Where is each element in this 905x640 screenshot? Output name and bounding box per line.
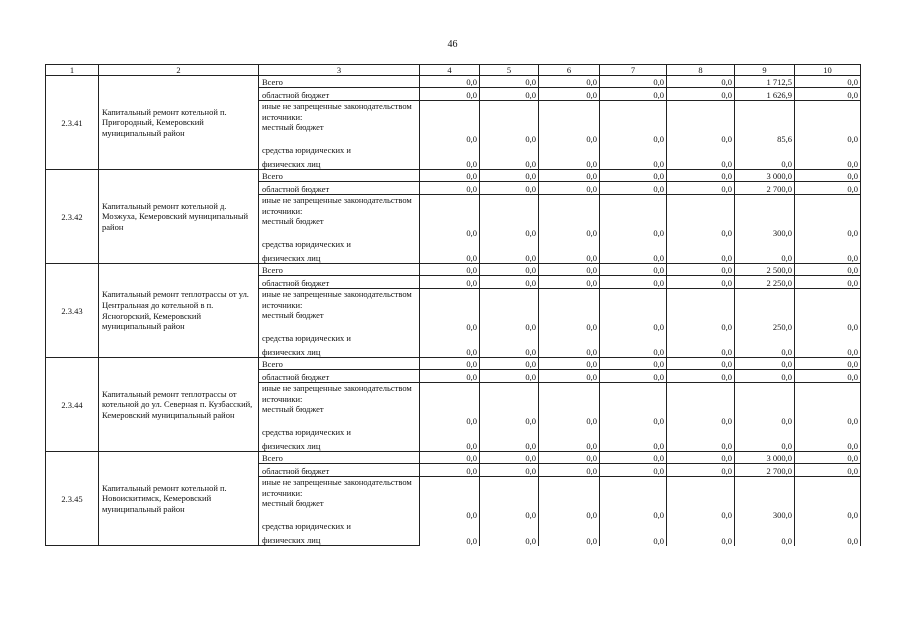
value-cell: 0,0	[480, 452, 539, 464]
value-cell: 0,0	[539, 264, 600, 276]
value-cell: 0,0	[667, 170, 735, 182]
empty-cell	[795, 101, 861, 122]
value-cell: 0,0	[667, 182, 735, 195]
value-cell: 2 500,0	[735, 264, 795, 276]
value-cell: 0,0	[600, 170, 667, 182]
value-cell: 0,0	[539, 520, 600, 546]
total-label: Всего	[259, 76, 420, 88]
column-header: 7	[600, 65, 667, 76]
value-cell: 0,0	[795, 170, 861, 182]
total-label: Всего	[259, 170, 420, 182]
value-cell: 0,0	[539, 370, 600, 383]
column-header: 9	[735, 65, 795, 76]
value-cell: 0,0	[480, 238, 539, 264]
value-cell: 0,0	[600, 332, 667, 358]
value-cell: 0,0	[420, 404, 480, 426]
value-cell: 0,0	[480, 464, 539, 477]
value-cell: 0,0	[420, 452, 480, 464]
empty-cell	[795, 195, 861, 216]
value-cell: 0,0	[420, 182, 480, 195]
local-budget-label: местный бюджет	[259, 404, 420, 426]
value-cell: 0,0	[420, 464, 480, 477]
empty-cell	[735, 195, 795, 216]
column-header: 2	[99, 65, 259, 76]
value-cell: 0,0	[600, 276, 667, 289]
value-cell: 0,0	[480, 76, 539, 88]
column-header: 3	[259, 65, 420, 76]
value-cell: 0,0	[420, 144, 480, 170]
value-cell: 0,0	[539, 76, 600, 88]
value-cell: 0,0	[667, 238, 735, 264]
value-cell: 0,0	[480, 276, 539, 289]
value-cell: 0,0	[735, 520, 795, 546]
local-budget-label: местный бюджет	[259, 498, 420, 520]
value-cell: 0,0	[667, 332, 735, 358]
row-name: Капитальный ремонт котельной д. Мозжуха, Кемеровский муниципальный район	[99, 170, 259, 264]
value-cell: 0,0	[667, 144, 735, 170]
value-cell: 0,0	[667, 76, 735, 88]
value-cell: 0,0	[795, 332, 861, 358]
value-cell: 0,0	[735, 426, 795, 452]
value-cell: 0,0	[735, 144, 795, 170]
table-row	[46, 452, 861, 464]
empty-cell	[735, 289, 795, 310]
column-header: 4	[420, 65, 480, 76]
column-header: 8	[667, 65, 735, 76]
empty-cell	[480, 383, 539, 404]
empty-cell	[539, 195, 600, 216]
row-index: 2.3.43	[46, 264, 99, 358]
value-cell: 0,0	[420, 88, 480, 101]
row-index: 2.3.42	[46, 170, 99, 264]
empty-cell	[667, 383, 735, 404]
row-name: Капитальный ремонт котельной п. Новоискитимск, Кемеровский муниципальный район	[99, 452, 259, 546]
value-cell: 0,0	[420, 358, 480, 370]
regional-budget-label: областной бюджет	[259, 276, 420, 289]
empty-cell	[480, 289, 539, 310]
other-sources-label: иные не запрещенные законодательством источники:	[259, 477, 420, 498]
value-cell: 1 626,9	[735, 88, 795, 101]
value-cell: 0,0	[539, 276, 600, 289]
value-cell: 0,0	[539, 332, 600, 358]
value-cell: 0,0	[667, 122, 735, 144]
value-cell: 0,0	[795, 182, 861, 195]
local-budget-label: местный бюджет	[259, 310, 420, 332]
value-cell: 0,0	[420, 238, 480, 264]
value-cell: 0,0	[420, 498, 480, 520]
column-header: 6	[539, 65, 600, 76]
value-cell: 0,0	[480, 404, 539, 426]
row-name: Капитальный ремонт теплотрассы от ул. Центральная до котельной в п. Ясногорский, Кемеровский муниципальный район	[99, 264, 259, 358]
legal-entities-label: средства юридических и	[259, 332, 420, 343]
empty-cell	[735, 477, 795, 498]
value-cell: 0,0	[667, 426, 735, 452]
regional-budget-label: областной бюджет	[259, 182, 420, 195]
legal-entities-label: физических лиц	[259, 343, 420, 358]
value-cell: 0,0	[539, 170, 600, 182]
row-name: Капитальный ремонт теплотрассы от котельной до ул. Северная п. Кузбасский, Кемеровский муниципальный район	[99, 358, 259, 452]
local-budget-label: местный бюджет	[259, 122, 420, 144]
value-cell: 300,0	[735, 498, 795, 520]
value-cell: 0,0	[480, 426, 539, 452]
table-row	[46, 358, 861, 370]
value-cell: 0,0	[795, 520, 861, 546]
value-cell: 0,0	[600, 216, 667, 238]
value-cell: 0,0	[795, 88, 861, 101]
value-cell: 0,0	[795, 498, 861, 520]
value-cell: 0,0	[539, 122, 600, 144]
empty-cell	[420, 289, 480, 310]
value-cell: 0,0	[539, 144, 600, 170]
value-cell: 2 250,0	[735, 276, 795, 289]
value-cell: 0,0	[600, 310, 667, 332]
value-cell: 0,0	[420, 76, 480, 88]
value-cell: 0,0	[795, 264, 861, 276]
empty-cell	[795, 477, 861, 498]
value-cell: 0,0	[600, 426, 667, 452]
other-sources-label: иные не запрещенные законодательством источники:	[259, 289, 420, 310]
value-cell: 0,0	[600, 464, 667, 477]
value-cell: 1 712,5	[735, 76, 795, 88]
other-sources-label: иные не запрещенные законодательством источники:	[259, 383, 420, 404]
empty-cell	[600, 477, 667, 498]
legal-entities-label: средства юридических и	[259, 144, 420, 155]
value-cell: 0,0	[735, 238, 795, 264]
empty-cell	[735, 101, 795, 122]
empty-cell	[539, 477, 600, 498]
value-cell: 0,0	[480, 216, 539, 238]
value-cell: 0,0	[735, 404, 795, 426]
value-cell: 0,0	[480, 182, 539, 195]
value-cell: 0,0	[480, 520, 539, 546]
value-cell: 0,0	[600, 498, 667, 520]
value-cell: 0,0	[667, 88, 735, 101]
value-cell: 0,0	[539, 404, 600, 426]
value-cell: 0,0	[480, 88, 539, 101]
value-cell: 0,0	[420, 370, 480, 383]
value-cell: 0,0	[600, 358, 667, 370]
value-cell: 0,0	[600, 88, 667, 101]
value-cell: 0,0	[480, 358, 539, 370]
column-header: 1	[46, 65, 99, 76]
empty-cell	[667, 477, 735, 498]
empty-cell	[735, 383, 795, 404]
value-cell: 3 000,0	[735, 452, 795, 464]
value-cell: 0,0	[795, 238, 861, 264]
empty-cell	[420, 383, 480, 404]
total-label: Всего	[259, 452, 420, 464]
value-cell: 85,6	[735, 122, 795, 144]
budget-table	[45, 64, 861, 546]
empty-cell	[420, 195, 480, 216]
value-cell: 0,0	[480, 370, 539, 383]
empty-cell	[600, 195, 667, 216]
value-cell: 0,0	[539, 88, 600, 101]
empty-cell	[539, 289, 600, 310]
empty-cell	[539, 101, 600, 122]
value-cell: 0,0	[600, 264, 667, 276]
value-cell: 0,0	[795, 464, 861, 477]
legal-entities-label: средства юридических и	[259, 426, 420, 437]
value-cell: 0,0	[795, 358, 861, 370]
value-cell: 0,0	[795, 144, 861, 170]
value-cell: 0,0	[600, 520, 667, 546]
regional-budget-label: областной бюджет	[259, 88, 420, 101]
value-cell: 0,0	[600, 404, 667, 426]
value-cell: 0,0	[539, 310, 600, 332]
regional-budget-label: областной бюджет	[259, 370, 420, 383]
value-cell: 0,0	[539, 358, 600, 370]
empty-cell	[667, 195, 735, 216]
value-cell: 0,0	[480, 310, 539, 332]
empty-cell	[480, 195, 539, 216]
value-cell: 0,0	[667, 404, 735, 426]
legal-entities-label: физических лиц	[259, 249, 420, 264]
value-cell: 0,0	[795, 452, 861, 464]
value-cell: 0,0	[600, 182, 667, 195]
empty-cell	[667, 289, 735, 310]
legal-entities-label: физических лиц	[259, 155, 420, 170]
legal-entities-label: физических лиц	[259, 437, 420, 452]
empty-cell	[795, 289, 861, 310]
empty-cell	[420, 101, 480, 122]
empty-cell	[480, 101, 539, 122]
total-label: Всего	[259, 264, 420, 276]
empty-cell	[600, 101, 667, 122]
value-cell: 0,0	[600, 452, 667, 464]
value-cell: 0,0	[667, 520, 735, 546]
value-cell: 0,0	[420, 264, 480, 276]
empty-cell	[539, 383, 600, 404]
value-cell: 0,0	[667, 498, 735, 520]
value-cell: 0,0	[667, 276, 735, 289]
value-cell: 0,0	[420, 170, 480, 182]
header-row	[46, 65, 861, 76]
regional-budget-label: областной бюджет	[259, 464, 420, 477]
table-row	[46, 76, 861, 88]
legal-entities-label: физических лиц	[259, 531, 420, 546]
value-cell: 250,0	[735, 310, 795, 332]
column-header: 5	[480, 65, 539, 76]
empty-cell	[600, 383, 667, 404]
value-cell: 0,0	[420, 122, 480, 144]
value-cell: 0,0	[667, 216, 735, 238]
empty-cell	[667, 101, 735, 122]
other-sources-label: иные не запрещенные законодательством источники:	[259, 195, 420, 216]
value-cell: 0,0	[480, 144, 539, 170]
table-row	[46, 264, 861, 276]
value-cell: 300,0	[735, 216, 795, 238]
row-index: 2.3.41	[46, 76, 99, 170]
value-cell: 0,0	[795, 76, 861, 88]
value-cell: 0,0	[795, 370, 861, 383]
row-name: Капитальный ремонт котельной п. Пригородный, Кемеровский муниципальный район	[99, 76, 259, 170]
value-cell: 0,0	[420, 520, 480, 546]
value-cell: 0,0	[480, 122, 539, 144]
value-cell: 0,0	[795, 310, 861, 332]
value-cell: 0,0	[420, 310, 480, 332]
value-cell: 0,0	[795, 404, 861, 426]
value-cell: 0,0	[539, 426, 600, 452]
value-cell: 0,0	[480, 332, 539, 358]
legal-entities-label: средства юридических и	[259, 520, 420, 531]
value-cell: 0,0	[795, 216, 861, 238]
value-cell: 0,0	[795, 426, 861, 452]
value-cell: 0,0	[480, 264, 539, 276]
value-cell: 0,0	[667, 310, 735, 332]
value-cell: 0,0	[600, 238, 667, 264]
value-cell: 0,0	[539, 498, 600, 520]
value-cell: 3 000,0	[735, 170, 795, 182]
column-header: 10	[795, 65, 861, 76]
value-cell: 2 700,0	[735, 182, 795, 195]
value-cell: 0,0	[735, 358, 795, 370]
value-cell: 0,0	[539, 238, 600, 264]
value-cell: 2 700,0	[735, 464, 795, 477]
local-budget-label: местный бюджет	[259, 216, 420, 238]
table-row	[46, 170, 861, 182]
total-label: Всего	[259, 358, 420, 370]
value-cell: 0,0	[667, 452, 735, 464]
value-cell: 0,0	[795, 122, 861, 144]
value-cell: 0,0	[667, 264, 735, 276]
value-cell: 0,0	[480, 170, 539, 182]
value-cell: 0,0	[600, 370, 667, 383]
page-number: 46	[447, 39, 458, 50]
value-cell: 0,0	[795, 276, 861, 289]
value-cell: 0,0	[420, 426, 480, 452]
value-cell: 0,0	[600, 76, 667, 88]
value-cell: 0,0	[420, 276, 480, 289]
value-cell: 0,0	[420, 216, 480, 238]
value-cell: 0,0	[600, 144, 667, 170]
value-cell: 0,0	[480, 498, 539, 520]
value-cell: 0,0	[420, 332, 480, 358]
other-sources-label: иные не запрещенные законодательством источники:	[259, 101, 420, 122]
value-cell: 0,0	[539, 452, 600, 464]
row-index: 2.3.44	[46, 358, 99, 452]
value-cell: 0,0	[667, 358, 735, 370]
value-cell: 0,0	[667, 370, 735, 383]
value-cell: 0,0	[667, 464, 735, 477]
value-cell: 0,0	[735, 370, 795, 383]
empty-cell	[480, 477, 539, 498]
value-cell: 0,0	[539, 182, 600, 195]
empty-cell	[420, 477, 480, 498]
empty-cell	[795, 383, 861, 404]
legal-entities-label: средства юридических и	[259, 238, 420, 249]
value-cell: 0,0	[600, 122, 667, 144]
empty-cell	[600, 289, 667, 310]
value-cell: 0,0	[539, 464, 600, 477]
row-index: 2.3.45	[46, 452, 99, 546]
value-cell: 0,0	[539, 216, 600, 238]
value-cell: 0,0	[735, 332, 795, 358]
